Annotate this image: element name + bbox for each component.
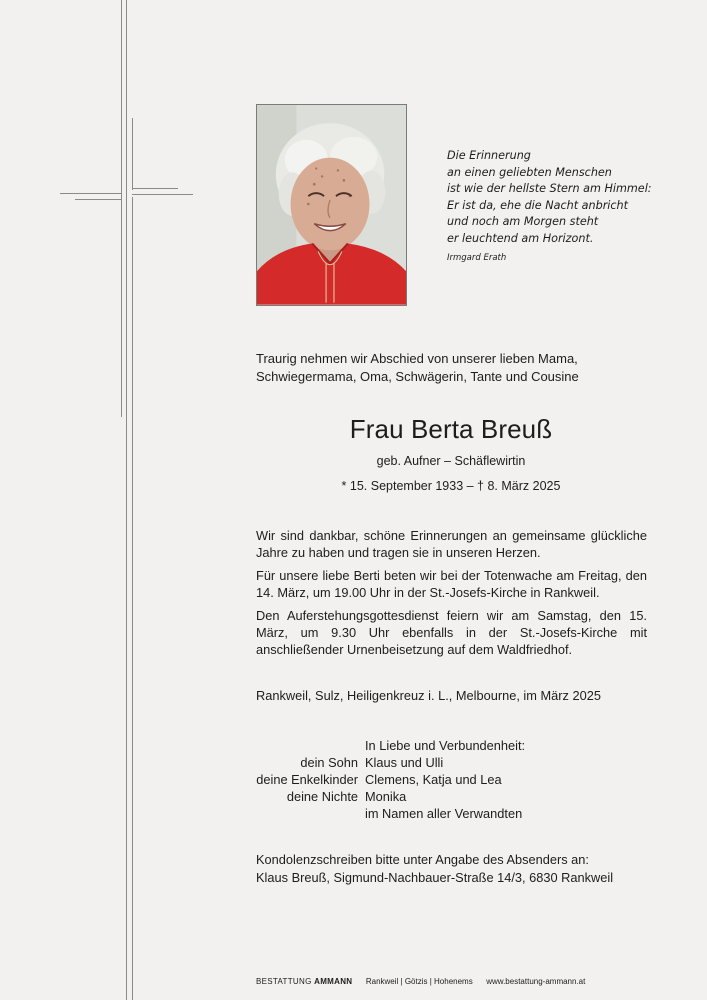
condolence-instruction: Kondolenzschreiben bitte unter Angabe des Absenders an: <box>256 852 589 867</box>
poem <box>447 148 697 267</box>
signoff <box>200 737 640 822</box>
footer-website-link[interactable]: www.bestattung-ammann.at <box>486 977 586 986</box>
signoff-closing: im Namen aller Verwandten <box>365 806 523 821</box>
cross-vertical-line-inner-right <box>132 197 133 1000</box>
cross-vertical-line-inner-left <box>132 118 133 190</box>
brand-prefix: BESTATTUNG <box>256 977 312 986</box>
deceased-name: Frau Berta Breuß <box>349 414 553 444</box>
cross-horizontal-line-bottom-right <box>132 194 193 195</box>
poem-author: Irmgard Erath <box>447 253 507 263</box>
cross-vertical-line-right <box>126 0 127 1000</box>
signoff-role: dein Sohn <box>300 755 358 770</box>
cross-horizontal-line-top-left <box>60 193 122 194</box>
cross-horizontal-line-top-right <box>132 188 178 189</box>
funeral-home-logo <box>256 977 352 986</box>
signoff-role: deine Nichte <box>286 789 358 804</box>
signoff-names: Clemens, Katja und Lea <box>365 772 502 787</box>
signoff-heading-row <box>200 737 640 754</box>
signoff-row <box>200 788 640 805</box>
poem-line: er leuchtend am Horizont. <box>447 231 594 245</box>
body-paragraph-service: Den Auferstehungsgottesdienst feiern wir am Samstag, den 15. März, um 9.30 Uhr ebenfalls in der St.-Josefs-Kirche mit anschließender Urnenbeisetzung auf dem Waldfriedhof. <box>256 608 647 657</box>
intro-line-1: Traurig nehmen wir Abschied von unserer lieben Mama, <box>256 351 578 366</box>
deceased-dates: * 15. September 1933 – † 8. März 2025 <box>341 479 561 493</box>
poem-line: und noch am Morgen steht <box>447 215 599 228</box>
condolence-address <box>256 851 676 887</box>
place-and-date: Rankweil, Sulz, Heiligenkreuz i. L., Melbourne, im März 2025 <box>256 688 601 703</box>
signoff-row <box>200 754 640 771</box>
intro-text <box>256 350 656 386</box>
footer-locations: Rankweil | Götzis | Hohenems <box>365 977 473 986</box>
signoff-role: deine Enkelkinder <box>256 772 358 787</box>
signoff-names: Monika <box>365 789 407 804</box>
poem-line: an einen geliebten Menschen <box>447 165 612 179</box>
signoff-closing-row <box>200 805 640 822</box>
cross-horizontal-line-bottom-left <box>75 199 122 200</box>
deceased-maiden-name: geb. Aufner – Schäflewirtin <box>376 454 526 468</box>
body-paragraph-wake: Für unsere liebe Berti beten wir bei der Totenwache am Freitag, den 14. März, um 19.00 Uhr in der St.-Josefs-Kirche in Rankweil. <box>256 568 647 600</box>
signoff-row <box>200 771 640 788</box>
portrait-photo <box>256 104 407 306</box>
body-text <box>256 527 647 664</box>
signoff-heading: In Liebe und Verbundenheit: <box>365 738 526 753</box>
poem-line: ist wie der hellste Stern am Himmel: <box>447 182 652 195</box>
poem-line: Die Erinnerung <box>447 149 531 162</box>
cross-vertical-line-left <box>121 0 122 417</box>
brand-name: AMMANN <box>314 977 353 986</box>
signoff-names: Klaus und Ulli <box>365 755 444 770</box>
poem-line: Er ist da, ehe die Nacht anbricht <box>447 198 629 212</box>
portrait-illustration <box>257 105 406 305</box>
body-paragraph-gratitude: Wir sind dankbar, schöne Erinnerungen an gemeinsame glückliche Jahre zu haben und tragen sie in unseren Herzen. <box>256 528 647 560</box>
footer <box>256 976 696 988</box>
intro-line-2: Schwiegermama, Oma, Schwägerin, Tante und Cousine <box>256 369 579 384</box>
condolence-address-line: Klaus Breuß, Sigmund-Nachbauer-Straße 14/3, 6830 Rankweil <box>256 870 614 885</box>
